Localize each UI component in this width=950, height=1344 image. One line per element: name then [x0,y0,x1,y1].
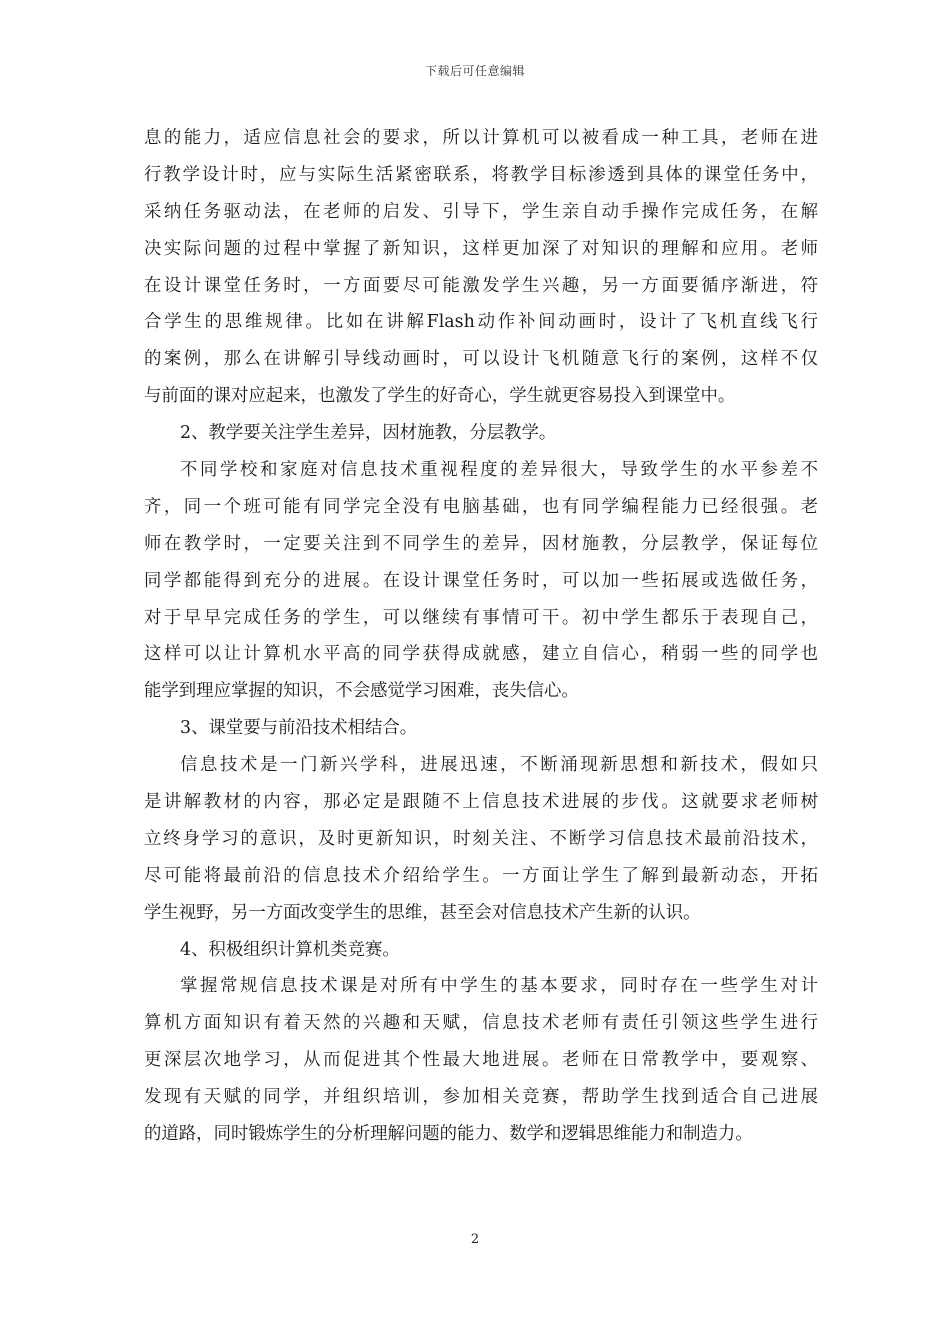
text-line: 行教学设计时，应与实际生活紧密联系，将教学目标渗透到具体的课堂任务中， [144,164,818,185]
text-line: 掌握常规信息技术课是对所有中学生的基本要求，同时存在一些学生对计 [180,976,818,997]
text-line: 合学生的思维规律。比如在讲解Flash动作补间动画时，设计了飞机直线飞行 [144,312,818,333]
text-line: 4、积极组织计算机类竞赛。 [180,939,400,960]
text-line: 师在教学时，一定要关注到不同学生的差异，因材施教，分层教学，保证每位 [144,533,818,554]
page-header: 下载后可任意编辑 [424,64,525,78]
text-line: 对于早早完成任务的学生，可以继续有事情可干。初中学生都乐于表现自己， [144,607,818,628]
text-line: 立终身学习的意识，及时更新知识，时刻关注、不断学习信息技术最前沿技术， [144,828,818,849]
text-line: 的道路，同时锻炼学生的分析理解问题的能力、数学和逻辑思维能力和制造力。 [144,1124,753,1145]
text-line: 发现有天赋的同学，并组织培训，参加相关竞赛，帮助学生找到适合自己进展 [144,1087,818,1108]
text-line: 的案例，那么在讲解引导线动画时，可以设计飞机随意飞行的案例，这样不仅 [144,349,818,370]
document-body [144,120,818,1153]
text-line: 不同学校和家庭对信息技术重视程度的差异很大，导致学生的水平参差不 [180,460,818,481]
text-line: 2、教学要关注学生差异，因材施教，分层教学。 [180,423,557,444]
text-line: 齐，同一个班可能有同学完全没有电脑基础，也有同学编程能力已经很强。老 [144,496,818,517]
text-line: 3、课堂要与前沿技术相结合。 [180,718,418,739]
text-line: 与前面的课对应起来，也激发了学生的好奇心，学生就更容易投入到课堂中。 [144,386,736,407]
text-line: 尽可能将最前沿的信息技术介绍给学生。一方面让学生了解到最新动态，开拓 [144,865,818,886]
text-line: 决实际问题的过程中掌握了新知识，这样更加深了对知识的理解和应用。老师 [144,238,818,259]
text-line: 同学都能得到充分的进展。在设计课堂任务时，可以加一些拓展或选做任务， [144,570,818,591]
text-line: 息的能力，适应信息社会的要求，所以计算机可以被看成一种工具，老师在进 [144,128,818,148]
text-line: 采纳任务驱动法，在老师的启发、引导下，学生亲自动手操作完成任务，在解 [144,201,818,222]
text-line: 能学到理应掌握的知识，不会感觉学习困难，丧失信心。 [144,681,579,702]
text-line: 信息技术是一门新兴学科，进展迅速，不断涌现新思想和新技术，假如只 [180,755,818,776]
text-line: 学生视野，另一方面改变学生的思维，甚至会对信息技术产生新的认识。 [144,902,701,923]
text-line: 是讲解教材的内容，那必定是跟随不上信息技术进展的步伐。这就要求老师树 [144,792,818,813]
text-line: 这样可以让计算机水平高的同学获得成就感，建立自信心，稍弱一些的同学也 [144,644,818,665]
text-line: 更深层次地学习，从而促进其个性最大地进展。老师在日常教学中，要观察、 [144,1050,818,1071]
page-number: 2 [470,1232,480,1247]
text-line: 算机方面知识有着天然的兴趣和天赋，信息技术老师有责任引领这些学生进行 [144,1013,818,1034]
text-line: 在设计课堂任务时，一方面要尽可能激发学生兴趣，另一方面要循序渐进，符 [144,275,818,296]
